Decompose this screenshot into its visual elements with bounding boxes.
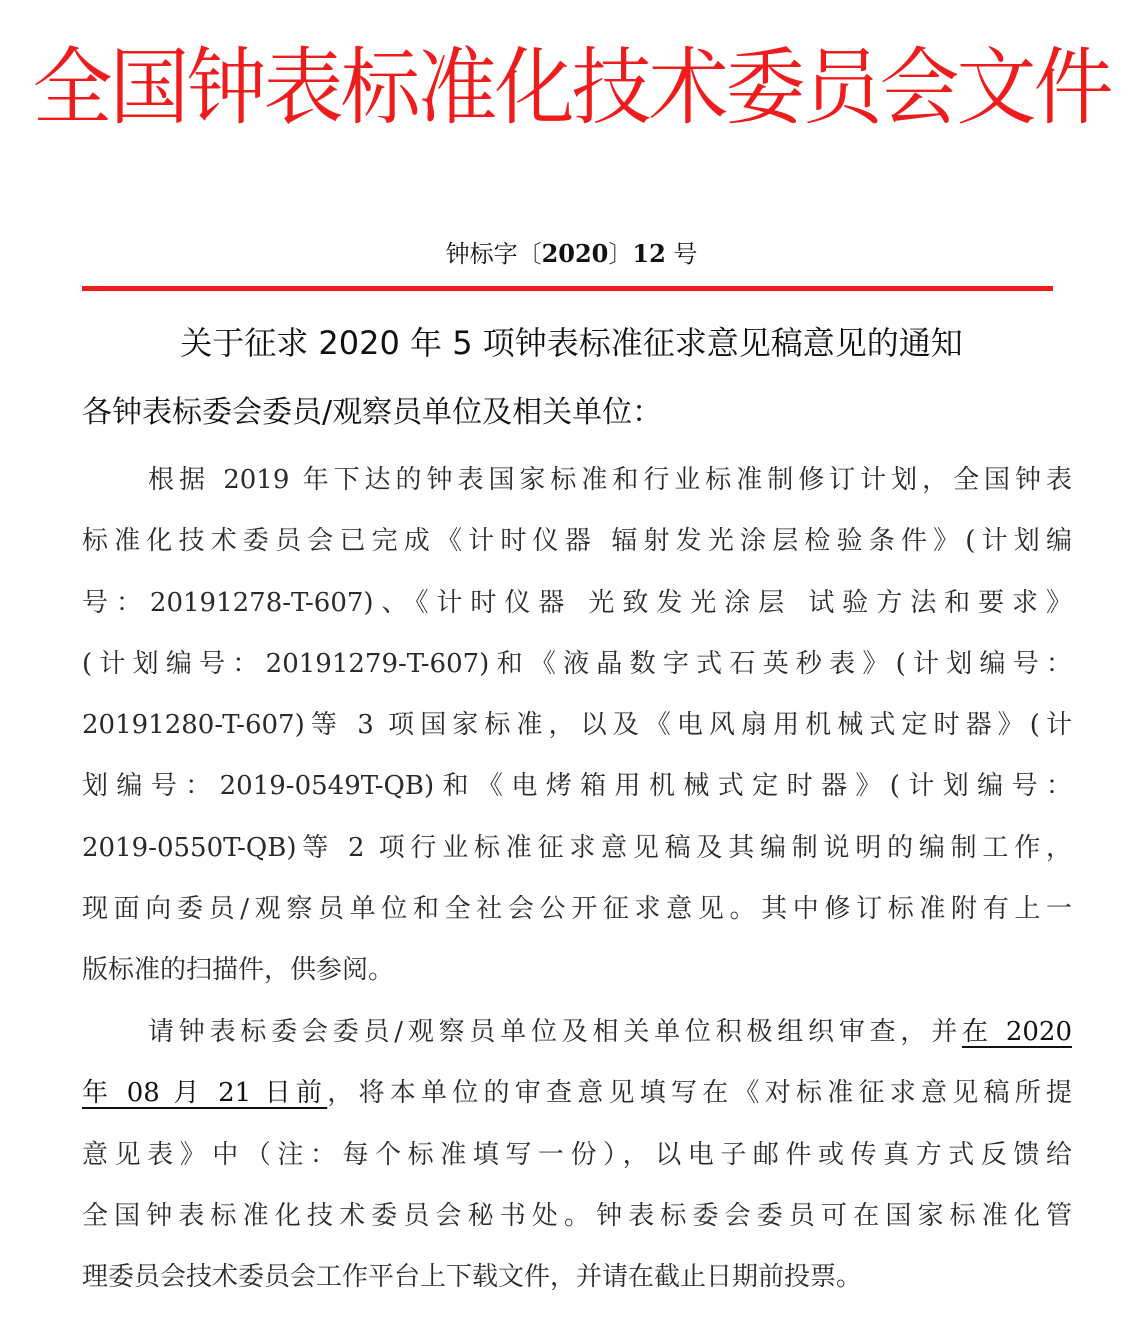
paragraph-line: 标准化技术委员会已完成《计时仪器 辐射发光涂层检验条件》(计划编 xyxy=(82,526,1072,557)
paragraph-line: 全国钟表标准化技术委员会秘书处。钟表标委会委员可在国家标准化管 xyxy=(82,1200,1072,1231)
doc-number-prefix: 钟标字〔 xyxy=(445,240,542,268)
deadline-followup-text: ，将本单位的审查意见填写在《对标准征求意见稿所提 xyxy=(327,1078,1072,1109)
deadline-date-underlined: 年 08 月 21 日前 xyxy=(82,1078,328,1109)
deadline-intro-text: 请钟表标委会委员/观察员单位及相关单位积极组织审查，并 xyxy=(148,1017,962,1047)
paragraph-line: 2019-0550T-QB)等 2 项行业标准征求意见稿及其编制说明的编制工作， xyxy=(82,832,1072,863)
paragraph-line: 20191280-T-607)等 3 项国家标准，以及《电风扇用机械式定时器》(计 xyxy=(82,710,1072,741)
doc-number-year: 2020 xyxy=(541,239,609,268)
body-paragraph-1 xyxy=(82,450,1072,1002)
paragraph-line xyxy=(82,1002,1072,1063)
addressee-line: 各钟表标委会委员/观察员单位及相关单位： xyxy=(82,395,663,430)
doc-number-mid: 〕 xyxy=(608,240,633,268)
doc-number-num: 12 xyxy=(632,239,666,268)
paragraph-line: 划编号：2019-0549T-QB)和《电烤箱用机械式定时器》(计划编号： xyxy=(82,771,1072,802)
paragraph-line: 理委员会技术委员会工作平台上下载文件，并请在截止日期前投票。 xyxy=(82,1262,863,1293)
notice-title: 关于征求 2020 年 5 项钟表标准征求意见稿意见的通知 xyxy=(180,324,963,362)
paragraph-line: (计划编号：20191279-T-607)和《液晶数字式石英秒表》(计划编号： xyxy=(82,648,1072,679)
paragraph-line: 号：20191278-T-607)、《计时仪器 光致发光涂层 试验方法和要求》 xyxy=(82,587,1072,618)
deadline-underlined-text: 在 2020 xyxy=(962,1017,1073,1047)
paragraph-line: 现面向委员/观察员单位和全社会公开征求意见。其中修订标准附有上一 xyxy=(82,894,1072,925)
body-paragraph-2 xyxy=(82,1002,1072,1308)
document-number xyxy=(0,234,1143,274)
document-header-title: 全国钟表标准化技术委员会文件 xyxy=(32,38,1111,137)
doc-number-suffix: 号 xyxy=(665,240,698,268)
paragraph-line xyxy=(82,1063,1072,1124)
paragraph-line: 意见表》中（注：每个标准填写一份），以电子邮件或传真方式反馈给 xyxy=(82,1139,1072,1170)
paragraph-line: 版标准的扫描件，供参阅。 xyxy=(82,955,395,986)
paragraph-line: 根据 2019 年下达的钟表国家标准和行业标准制修订计划，全国钟表 xyxy=(148,465,1072,495)
red-divider-rule xyxy=(82,286,1053,291)
